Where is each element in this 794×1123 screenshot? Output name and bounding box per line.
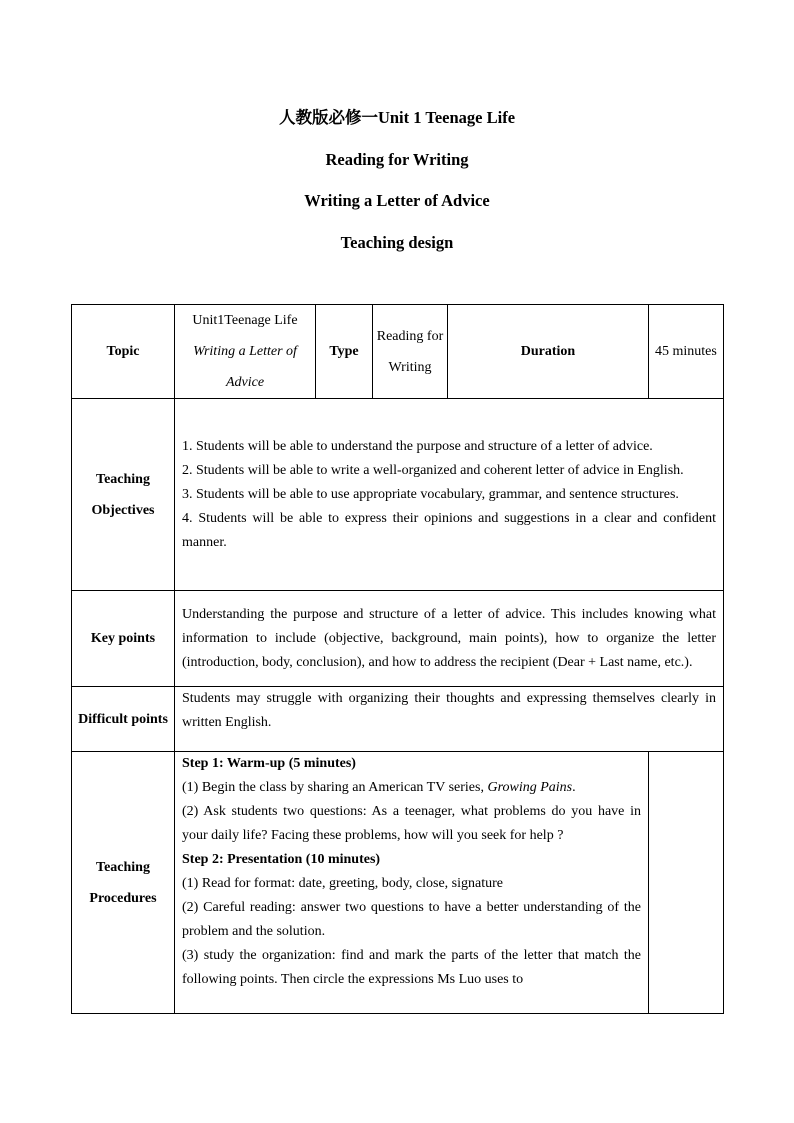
topic-value	[175, 305, 316, 399]
topic-row	[72, 305, 724, 399]
step1-item1-end: .	[572, 780, 576, 795]
step2-item: (1) Read for format: date, greeting, body, close, signature	[182, 876, 503, 891]
type-value: Reading for Writing	[373, 305, 448, 399]
topic-value-line2: Writing a Letter of Advice	[193, 344, 297, 390]
objectives-row	[72, 399, 724, 591]
procedures-content	[175, 752, 649, 1014]
procedures-label: Teaching Procedures	[72, 752, 175, 1014]
key-points-content: Understanding the purpose and structure of a letter of advice. This includes knowing what information to include (objective, background, main points), how to organize the letter (introduction, body, conclusion), and how to address the recipient (Dear + Last name, etc.).	[175, 591, 724, 687]
objectives-label: Teaching Objectives	[72, 399, 175, 591]
step2-heading: Step 2: Presentation (10 minutes)	[182, 852, 381, 867]
duration-label: Duration	[448, 305, 649, 399]
title-document-type: Teaching design	[340, 232, 454, 252]
step1-item1-text: (1) Begin the class by sharing an American TV series,	[182, 780, 488, 795]
objective-item: 3. Students will be able to use appropriate vocabulary, grammar, and sentence structures.	[182, 486, 679, 502]
title-unit-en: Unit 1 Teenage Life	[377, 108, 516, 127]
type-label: Type	[316, 305, 373, 399]
procedures-notes-cell	[649, 752, 724, 1014]
title-unit	[0, 104, 794, 146]
key-points-row	[72, 591, 724, 687]
document-header	[0, 104, 794, 270]
objective-item: 1. Students will be able to understand the purpose and structure of a letter of advice.	[182, 438, 653, 454]
objective-item: 4. Students will be able to express their opinions and suggestions in a clear and confident manner.	[182, 510, 716, 550]
duration-value: 45 minutes	[649, 305, 724, 399]
tv-series-title: Growing Pains	[487, 780, 573, 795]
key-points-label: Key points	[72, 591, 175, 687]
topic-value-line1: Unit1Teenage Life	[192, 313, 298, 328]
step1-item: (2) Ask students two questions: As a teenager, what problems do you have in your daily life? Facing these problems, how will you seek for help ?	[182, 804, 641, 843]
objectives-content	[175, 399, 724, 591]
title-textbook-cn: 人教版必修一	[278, 108, 378, 127]
step1-heading: Step 1: Warm-up (5 minutes)	[182, 756, 356, 771]
step2-item: (2) Careful reading: answer two questions to have a better understanding of the problem and the solution.	[182, 900, 641, 939]
difficult-points-content: Students may struggle with organizing their thoughts and expressing themselves clearly in written English.	[175, 687, 724, 752]
teaching-design-table	[71, 304, 724, 1014]
title-lesson: Writing a Letter of Advice	[304, 191, 490, 210]
difficult-points-label: Difficult points	[72, 687, 175, 752]
step1-item	[182, 776, 641, 800]
procedures-row	[72, 752, 724, 1014]
step2-item: (3) study the organization: find and mark the parts of the letter that match the following points. Then circle the expressions Ms Luo uses to	[182, 948, 641, 987]
difficult-points-row	[72, 687, 724, 752]
topic-label: Topic	[72, 305, 175, 399]
title-section: Reading for Writing	[325, 149, 469, 169]
objective-item: 2. Students will be able to write a well-organized and coherent letter of advice in English.	[182, 462, 684, 478]
